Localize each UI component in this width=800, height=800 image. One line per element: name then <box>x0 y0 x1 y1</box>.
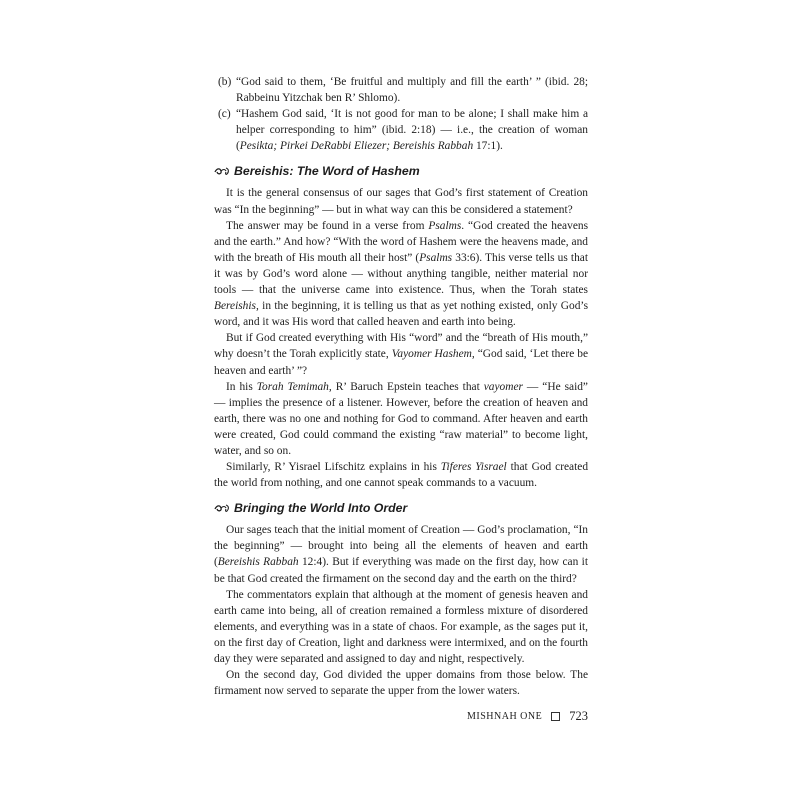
paragraph <box>214 218 588 331</box>
paragraph: It is the general consensus of our sages that God’s first statement of Creation was “In the beginning” — but in what way can this be considered a statement? <box>214 187 588 216</box>
paragraph-text: that God created the world from nothing, and one cannot speak commands to a vacuum. <box>214 461 589 490</box>
list-item-text: “Hashem God said, ‘It is not good for man to be alone; I shall make him a helper corresponding to him” (ibid. 2:18) — i.e., the creation of woman ( <box>236 108 588 153</box>
italic-reference: Psalms <box>419 251 453 264</box>
paragraph: On the second day, God divided the upper domains from those below. The firmament now served to separate the upper from the lower waters. <box>214 669 588 698</box>
list-marker: (c) <box>218 108 231 121</box>
list-item-text: 17:1). <box>473 140 503 153</box>
italic-reference: Psalms <box>428 219 462 232</box>
paragraph-text: But if God created everything with His “word” and the “breath of His mouth,” why doesn’t the Torah explicitly state, <box>214 332 588 361</box>
italic-reference: Bereishis Rabbah <box>217 556 299 569</box>
paragraph <box>214 459 588 491</box>
paragraph-text: . “God created the heavens and the earth.” And how? “With the word of Hashem were the heavens made, and with the breath of His mouth all their host” ( <box>214 219 588 264</box>
paragraph-text: Our sages teach that the initial moment of Creation — God’s proclamation, “In the beginning” — brought into being all the elements of heaven and earth ( <box>214 524 588 569</box>
section-ornament-icon <box>214 166 231 176</box>
paragraph-text: The answer may be found in a verse from <box>226 219 429 232</box>
italic-reference: Tiferes Yisrael <box>440 461 507 474</box>
paragraph <box>214 330 588 378</box>
section-heading-text: Bereishis: The Word of Hashem <box>234 164 420 179</box>
page-number: 723 <box>569 709 588 723</box>
list-item <box>214 74 588 106</box>
section-heading <box>214 500 588 516</box>
paragraph-text: in the beginning, it is telling us that as yet nothing existed, only God’s word, and it was His word that called heaven and earth into being. <box>214 300 588 329</box>
list-item-citation: Pesikta; Pirkei DeRabbi Eliezer; Bereishis Rabbah <box>239 140 474 153</box>
section-heading <box>214 163 588 179</box>
list-item <box>214 106 588 154</box>
italic-reference: Torah Temimah, <box>256 380 332 393</box>
paragraph: The commentators explain that although at the moment of genesis heaven and earth came into being, all of creation remained a formless mixture of disordered elements, and everything was in a state of chaos. For example, as the sages put it, on the first day of Creation, light and darkness were intermixed, and on the fourth day they were separated and assigned to day and night, respectively. <box>214 588 588 665</box>
square-ornament-icon <box>551 712 560 721</box>
paragraph <box>214 522 588 586</box>
list-item-text: “God said to them, ‘Be fruitful and multiply and fill the earth’ ” (ibid. 28; Rabbeinu Yitzchak ben R’ Shlomo). <box>236 76 588 105</box>
italic-term: Bereishis, <box>214 300 259 313</box>
paragraph-text: — “He said” — implies the presence of a listener. However, before the creation of heaven and earth, there was no one and nothing for God to command. After heaven and earth were created, God could command the existing “raw material” to become light, water, and so on. <box>214 380 588 457</box>
paragraph-text: In his <box>226 380 257 393</box>
running-head: MISHNAH ONE <box>467 711 543 722</box>
paragraph-text: “God said, ‘Let there be heaven and earth’ ”? <box>214 348 589 377</box>
section-ornament-icon <box>214 503 231 513</box>
paragraph-text: 33:6). This verse tells us that it was by God’s word alone — without anything tangible, neither material nor tools — that the universe came into existence. Thus, when the Torah states <box>214 251 588 297</box>
paragraph-text: R’ Baruch Epstein teaches that <box>331 380 484 393</box>
paragraph <box>214 379 588 459</box>
section-heading-text: Bringing the World Into Order <box>234 501 408 516</box>
paragraph-text: Similarly, R’ Yisrael Lifschitz explains in his <box>226 461 441 474</box>
italic-term: vayomer <box>483 380 523 393</box>
page-footer <box>448 709 588 724</box>
paragraph-text: 12:4). But if everything was made on the first day, how can it be that God created the firmament on the second day and the earth on the third? <box>214 556 588 585</box>
text-block <box>214 74 588 699</box>
italic-term: Vayomer Hashem, <box>391 348 475 361</box>
list-marker: (b) <box>218 76 232 88</box>
